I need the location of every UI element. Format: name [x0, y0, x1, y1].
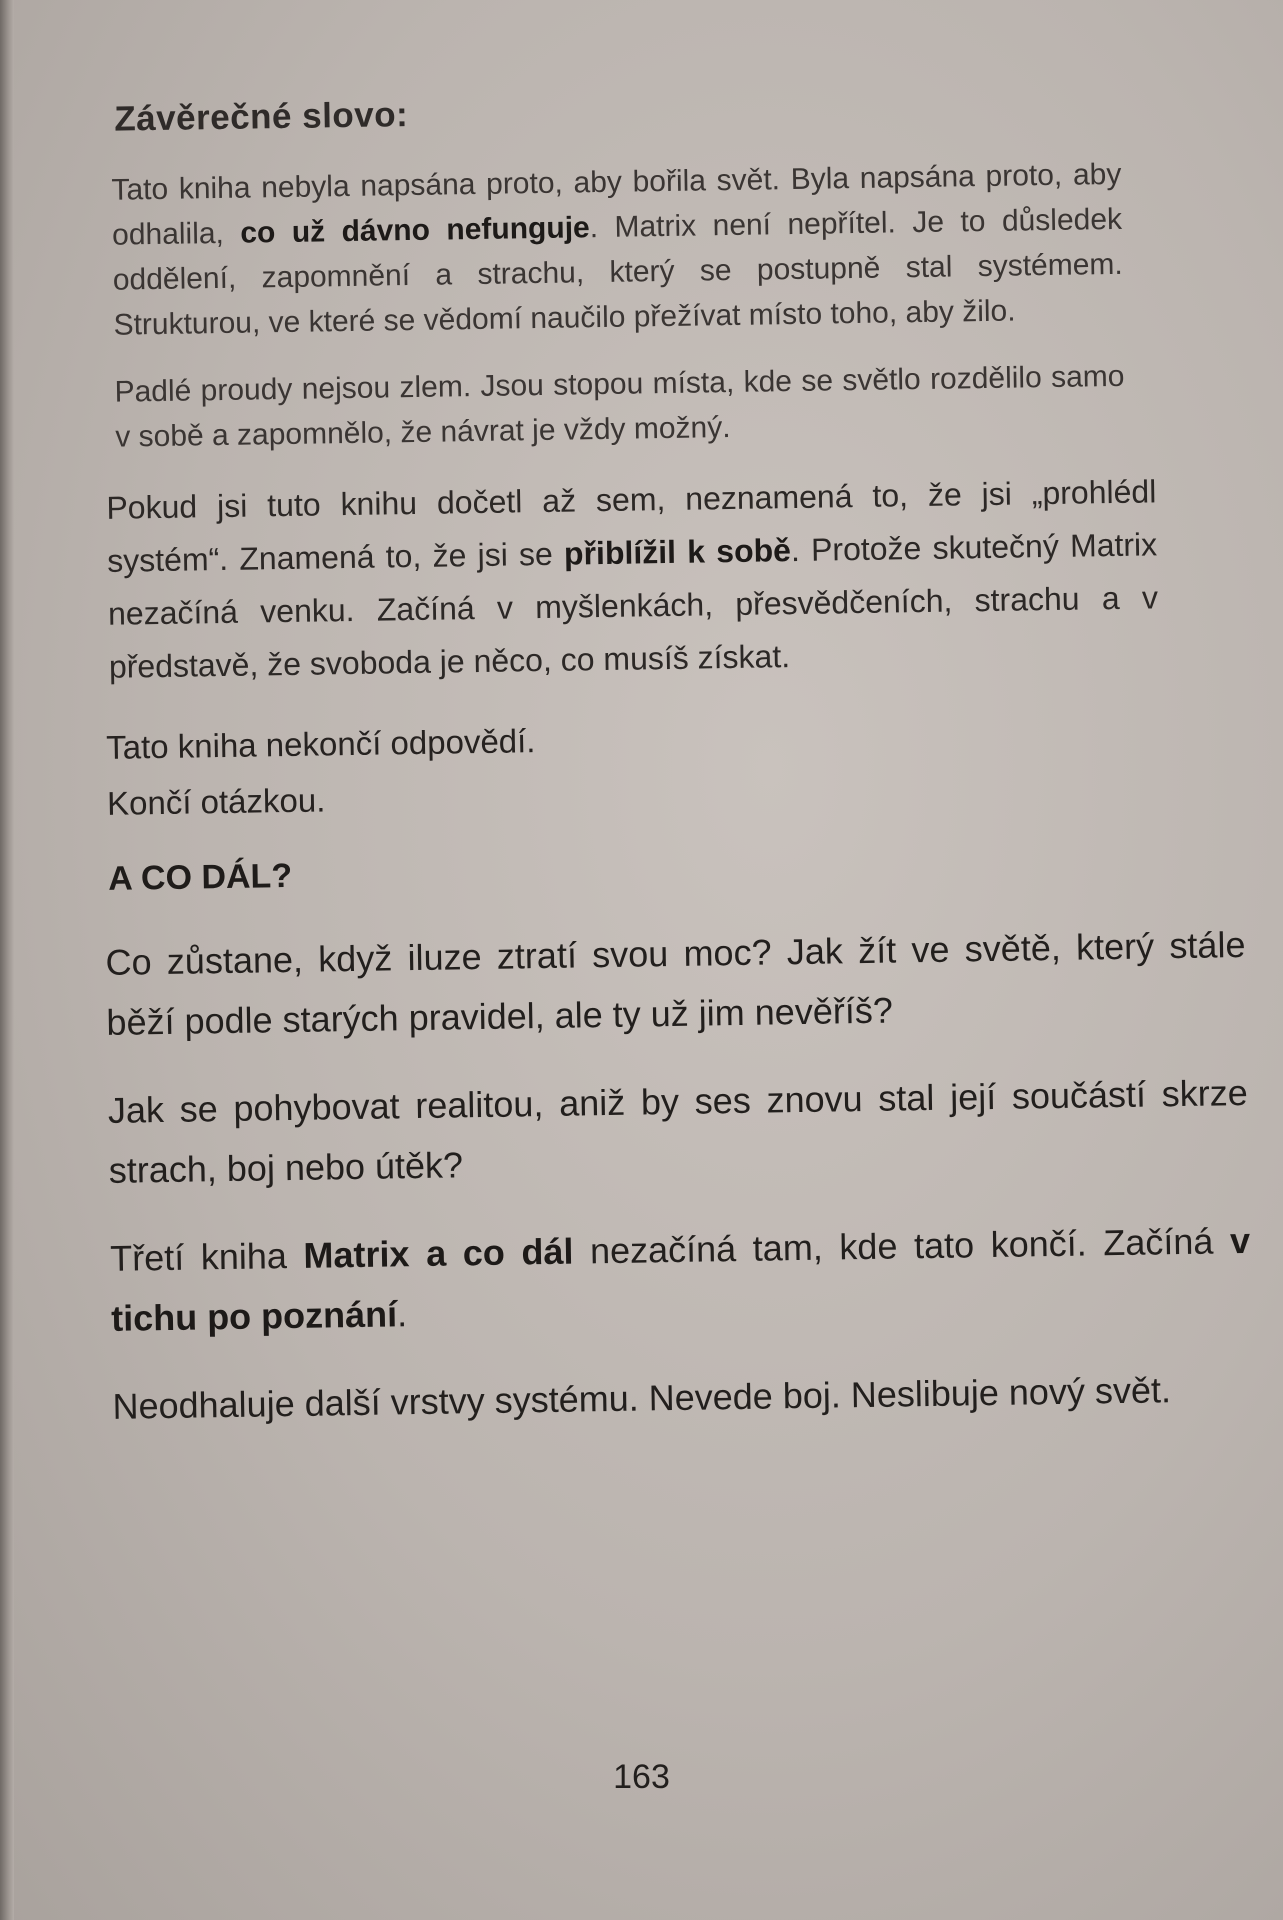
- book-title-bold: Matrix a co dál: [303, 1230, 574, 1276]
- paragraph-4-line-1: Tato kniha nekončí odpovědí.: [105, 722, 536, 766]
- paragraph-7-text-a: Třetí kniha: [109, 1234, 304, 1279]
- paragraph-1: [111, 152, 1124, 348]
- paragraph-7-text-c: nezačíná tam, kde tato končí. Začíná: [573, 1220, 1231, 1272]
- paragraph-2: Padlé proudy nejsou zlem. Jsou stopou místa, kde se světlo rozdělilo samo v sobě a zapomnělo, že návrat je vždy možný.: [114, 359, 1125, 454]
- page-content: [92, 82, 1253, 1465]
- subheading: A CO DÁL?: [107, 856, 293, 898]
- paragraph-3-bold: přiblížil k sobě: [563, 532, 792, 572]
- paragraph-3: [106, 465, 1159, 693]
- page-number: 163: [613, 1758, 670, 1796]
- paragraph-1-text-c: . Matrix není nepřítel. Je to důsledek oddělení, zapomnění a strachu, který se postupně stal systémem. Strukturou, ve které se vědomí naučilo přežívat místo toho, aby žilo.: [112, 202, 1123, 342]
- paragraph-7: [110, 1211, 1252, 1349]
- paragraph-8: Neodhaluje další vrstvy systému. Nevede boj. Neslibuje nový svět.: [112, 1369, 1172, 1427]
- paragraph-7-bold: v tichu po poznání: [110, 1219, 1251, 1339]
- paragraph-3-text-a: Pokud jsi tuto knihu dočetl až sem, neznamená to, že jsi „prohlédl systém“. Znamená to, že jsi se: [106, 473, 1157, 579]
- chapter-heading: Závěrečné slovo:: [113, 95, 409, 139]
- paragraph-4: [106, 702, 1244, 832]
- paragraph-3-text-c: . Protože skutečný Matrix nezačíná venku. Začíná v myšlenkách, přesvědčeních, strachu a v představě, že svoboda je něco, co musíš získat.: [107, 526, 1159, 685]
- paragraph-1-bold: co už dávno nefunguje: [240, 211, 590, 250]
- paragraph-5: Co zůstane, když iluze ztratí svou moc? Jak žít ve světě, který stále běží podle starých pravidel, ale ty už jim nevěříš?: [105, 923, 1246, 1043]
- paragraph-7-text-e: .: [396, 1293, 408, 1335]
- paragraph-4-line-2: Končí otázkou.: [106, 781, 326, 822]
- paragraph-6: Jak se pohybovat realitou, aniž by ses znovu stal její součástí skrze strach, boj nebo útěk?: [107, 1071, 1249, 1191]
- paragraph-1-text-a: Tato kniha nebyla napsána proto, aby bořila svět. Byla napsána proto, aby odhalila,: [111, 157, 1122, 252]
